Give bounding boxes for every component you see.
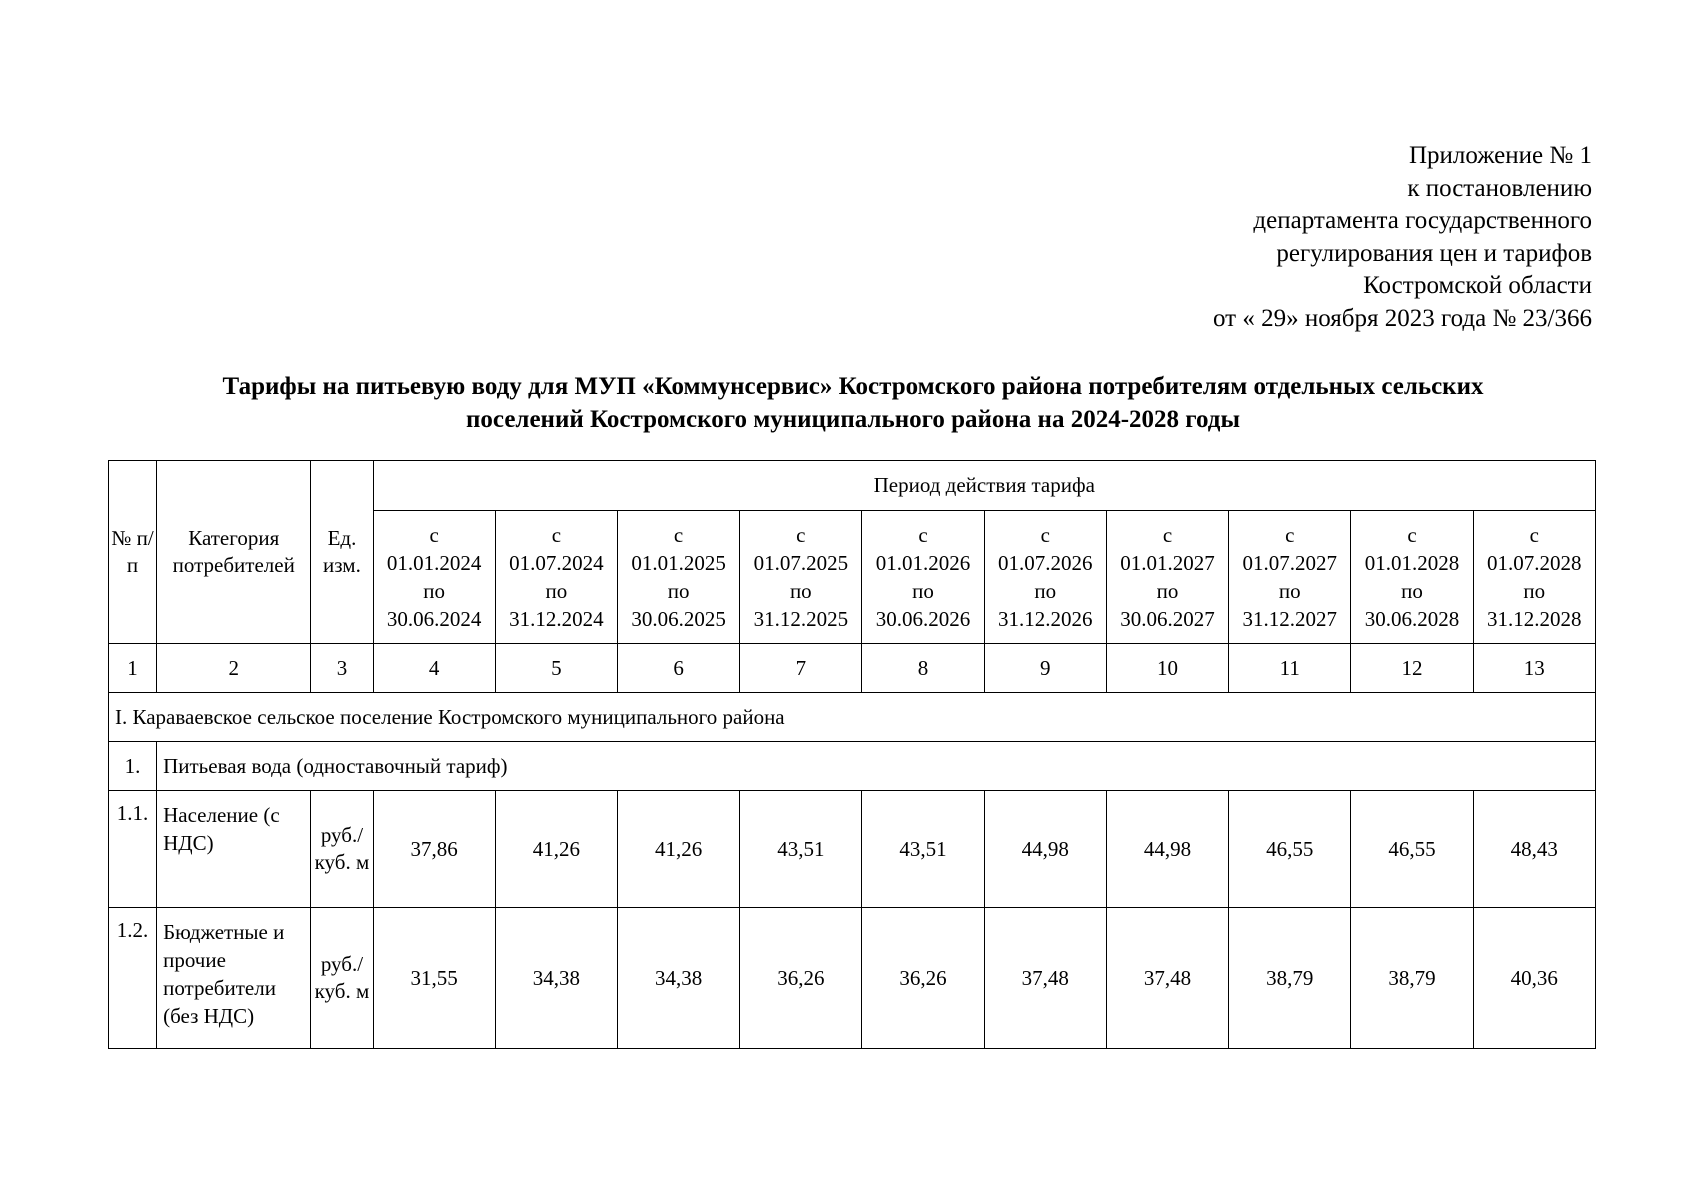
period-header-cell: [495, 511, 617, 644]
column-number: 3: [311, 644, 373, 693]
appendix-line: регулирования цен и тарифов: [1276, 239, 1592, 267]
period-header-cell: [617, 511, 739, 644]
column-number: 6: [617, 644, 739, 693]
tariff-value: 46,55: [1229, 791, 1351, 908]
period-from-label: с: [429, 523, 439, 547]
period-header-cell: [740, 511, 862, 644]
document-title: [110, 370, 1596, 436]
period-to: 31.12.2028: [1487, 607, 1582, 631]
tariff-value: 37,48: [1106, 908, 1228, 1049]
period-from: 01.07.2024: [509, 551, 604, 575]
subsection-num: 1.: [109, 742, 157, 791]
row-category: Население (с НДС): [157, 791, 311, 908]
period-header-cell: [1229, 511, 1351, 644]
period-to-label: по: [1523, 579, 1546, 603]
tariff-value: 43,51: [740, 791, 862, 908]
period-from: 01.07.2028: [1487, 551, 1582, 575]
tariff-value: 31,55: [373, 908, 495, 1049]
period-to: 31.12.2025: [753, 607, 849, 631]
period-to: 31.12.2026: [998, 607, 1093, 631]
appendix-line: к постановлению: [1407, 174, 1592, 202]
period-from: 01.01.2026: [875, 551, 971, 575]
appendix-line: департамента государственного: [1253, 207, 1592, 234]
document-title-line-1: Тарифы на питьевую воду для МУП «Коммунсервис» Костромского района потребителям отдельных сельских: [222, 373, 1484, 400]
column-number: 10: [1106, 644, 1228, 693]
subsection-row: [109, 742, 1596, 791]
header-num: № п/п: [109, 461, 157, 644]
period-from-label: с: [796, 523, 806, 547]
row-unit: руб./ куб. м: [311, 908, 373, 1049]
tariff-value: 36,26: [862, 908, 984, 1049]
column-number: 12: [1351, 644, 1473, 693]
period-from-label: с: [673, 523, 684, 547]
column-number: 8: [862, 644, 984, 693]
period-from-label: с: [1407, 523, 1417, 547]
column-number: 11: [1229, 644, 1351, 693]
header-unit: Ед. изм.: [311, 461, 373, 644]
column-number: 9: [984, 644, 1106, 693]
column-number: 13: [1473, 644, 1595, 693]
tariff-value: 41,26: [617, 791, 739, 908]
tariff-value: 36,26: [740, 908, 862, 1049]
tariff-value: 46,55: [1351, 791, 1473, 908]
column-number: 2: [157, 644, 311, 693]
period-from-label: с: [918, 523, 928, 547]
section-title: I. Караваевское сельское поселение Костромского муниципального района: [109, 693, 1596, 742]
table-row: [109, 908, 1596, 1049]
period-from-label: с: [1162, 523, 1173, 547]
period-from: 01.01.2028: [1364, 551, 1460, 575]
header-category: Категория потребителей: [157, 461, 311, 644]
appendix-line: Приложение № 1: [1408, 142, 1592, 169]
subsection-label: Питьевая вода (одноставочный тариф): [157, 742, 1596, 791]
period-to: 30.06.2028: [1364, 607, 1460, 631]
period-from: 01.07.2027: [1242, 551, 1337, 575]
period-to-label: по: [789, 579, 812, 603]
table-row: [109, 791, 1596, 908]
tariff-value: 34,38: [617, 908, 739, 1049]
period-from: 01.07.2025: [753, 551, 849, 575]
document-title-line-2: поселений Костромского муниципального района на 2024-2028 годы: [466, 406, 1240, 433]
period-to-label: по: [1034, 579, 1057, 603]
period-from: 01.01.2027: [1120, 551, 1215, 575]
column-number-row: [109, 644, 1596, 693]
column-number: 1: [109, 644, 157, 693]
appendix-block: [1213, 140, 1592, 335]
period-from-label: с: [1040, 523, 1050, 547]
tariff-value: 48,43: [1473, 791, 1595, 908]
period-to: 31.12.2027: [1242, 607, 1337, 631]
tariff-value: 41,26: [495, 791, 617, 908]
period-to-label: по: [1156, 579, 1179, 603]
period-header-cell: [984, 511, 1106, 644]
period-to: 30.06.2025: [631, 607, 726, 631]
period-header-cell: [1106, 511, 1228, 644]
tariff-value: 40,36: [1473, 908, 1595, 1049]
period-from: 01.01.2025: [631, 551, 726, 575]
section-row: [109, 693, 1596, 742]
period-to-label: по: [667, 579, 690, 603]
tariff-value: 34,38: [495, 908, 617, 1049]
period-to: 30.06.2024: [386, 607, 482, 631]
period-to: 30.06.2026: [875, 607, 971, 631]
tariff-value: 37,86: [373, 791, 495, 908]
period-header-cell: [1351, 511, 1473, 644]
column-number: 4: [373, 644, 495, 693]
row-unit: руб./ куб. м: [311, 791, 373, 908]
tariff-value: 44,98: [984, 791, 1106, 908]
column-number: 7: [740, 644, 862, 693]
appendix-line: от « 29» ноября 2023 года № 23/366: [1213, 304, 1592, 332]
tariff-value: 44,98: [1106, 791, 1228, 908]
tariff-value: 38,79: [1351, 908, 1473, 1049]
period-to-label: по: [912, 579, 934, 603]
tariff-table: [108, 460, 1596, 1049]
tariff-value: 43,51: [862, 791, 984, 908]
period-header-cell: [862, 511, 984, 644]
period-to-label: по: [1278, 579, 1301, 603]
tariff-value: 38,79: [1229, 908, 1351, 1049]
period-from-label: с: [1285, 523, 1295, 547]
tariff-value: 37,48: [984, 908, 1106, 1049]
column-number: 5: [495, 644, 617, 693]
period-from-label: с: [551, 523, 562, 547]
period-to-label: по: [423, 579, 445, 603]
period-from: 01.07.2026: [998, 551, 1093, 575]
period-from: 01.01.2024: [386, 551, 482, 575]
period-to: 30.06.2027: [1120, 607, 1215, 631]
period-to: 31.12.2024: [509, 607, 604, 631]
appendix-line: Костромской области: [1363, 272, 1592, 299]
row-category: Бюджетные и прочие потребители (без НДС): [157, 908, 311, 1049]
period-to-label: по: [545, 579, 568, 603]
row-num: 1.1.: [109, 791, 157, 908]
header-row-period: [109, 461, 1596, 511]
row-num: 1.2.: [109, 908, 157, 1049]
header-period: Период действия тарифа: [373, 461, 1596, 511]
period-header-cell: [1473, 511, 1595, 644]
period-to-label: по: [1401, 579, 1423, 603]
period-header-cell: [373, 511, 495, 644]
period-from-label: с: [1529, 523, 1539, 547]
